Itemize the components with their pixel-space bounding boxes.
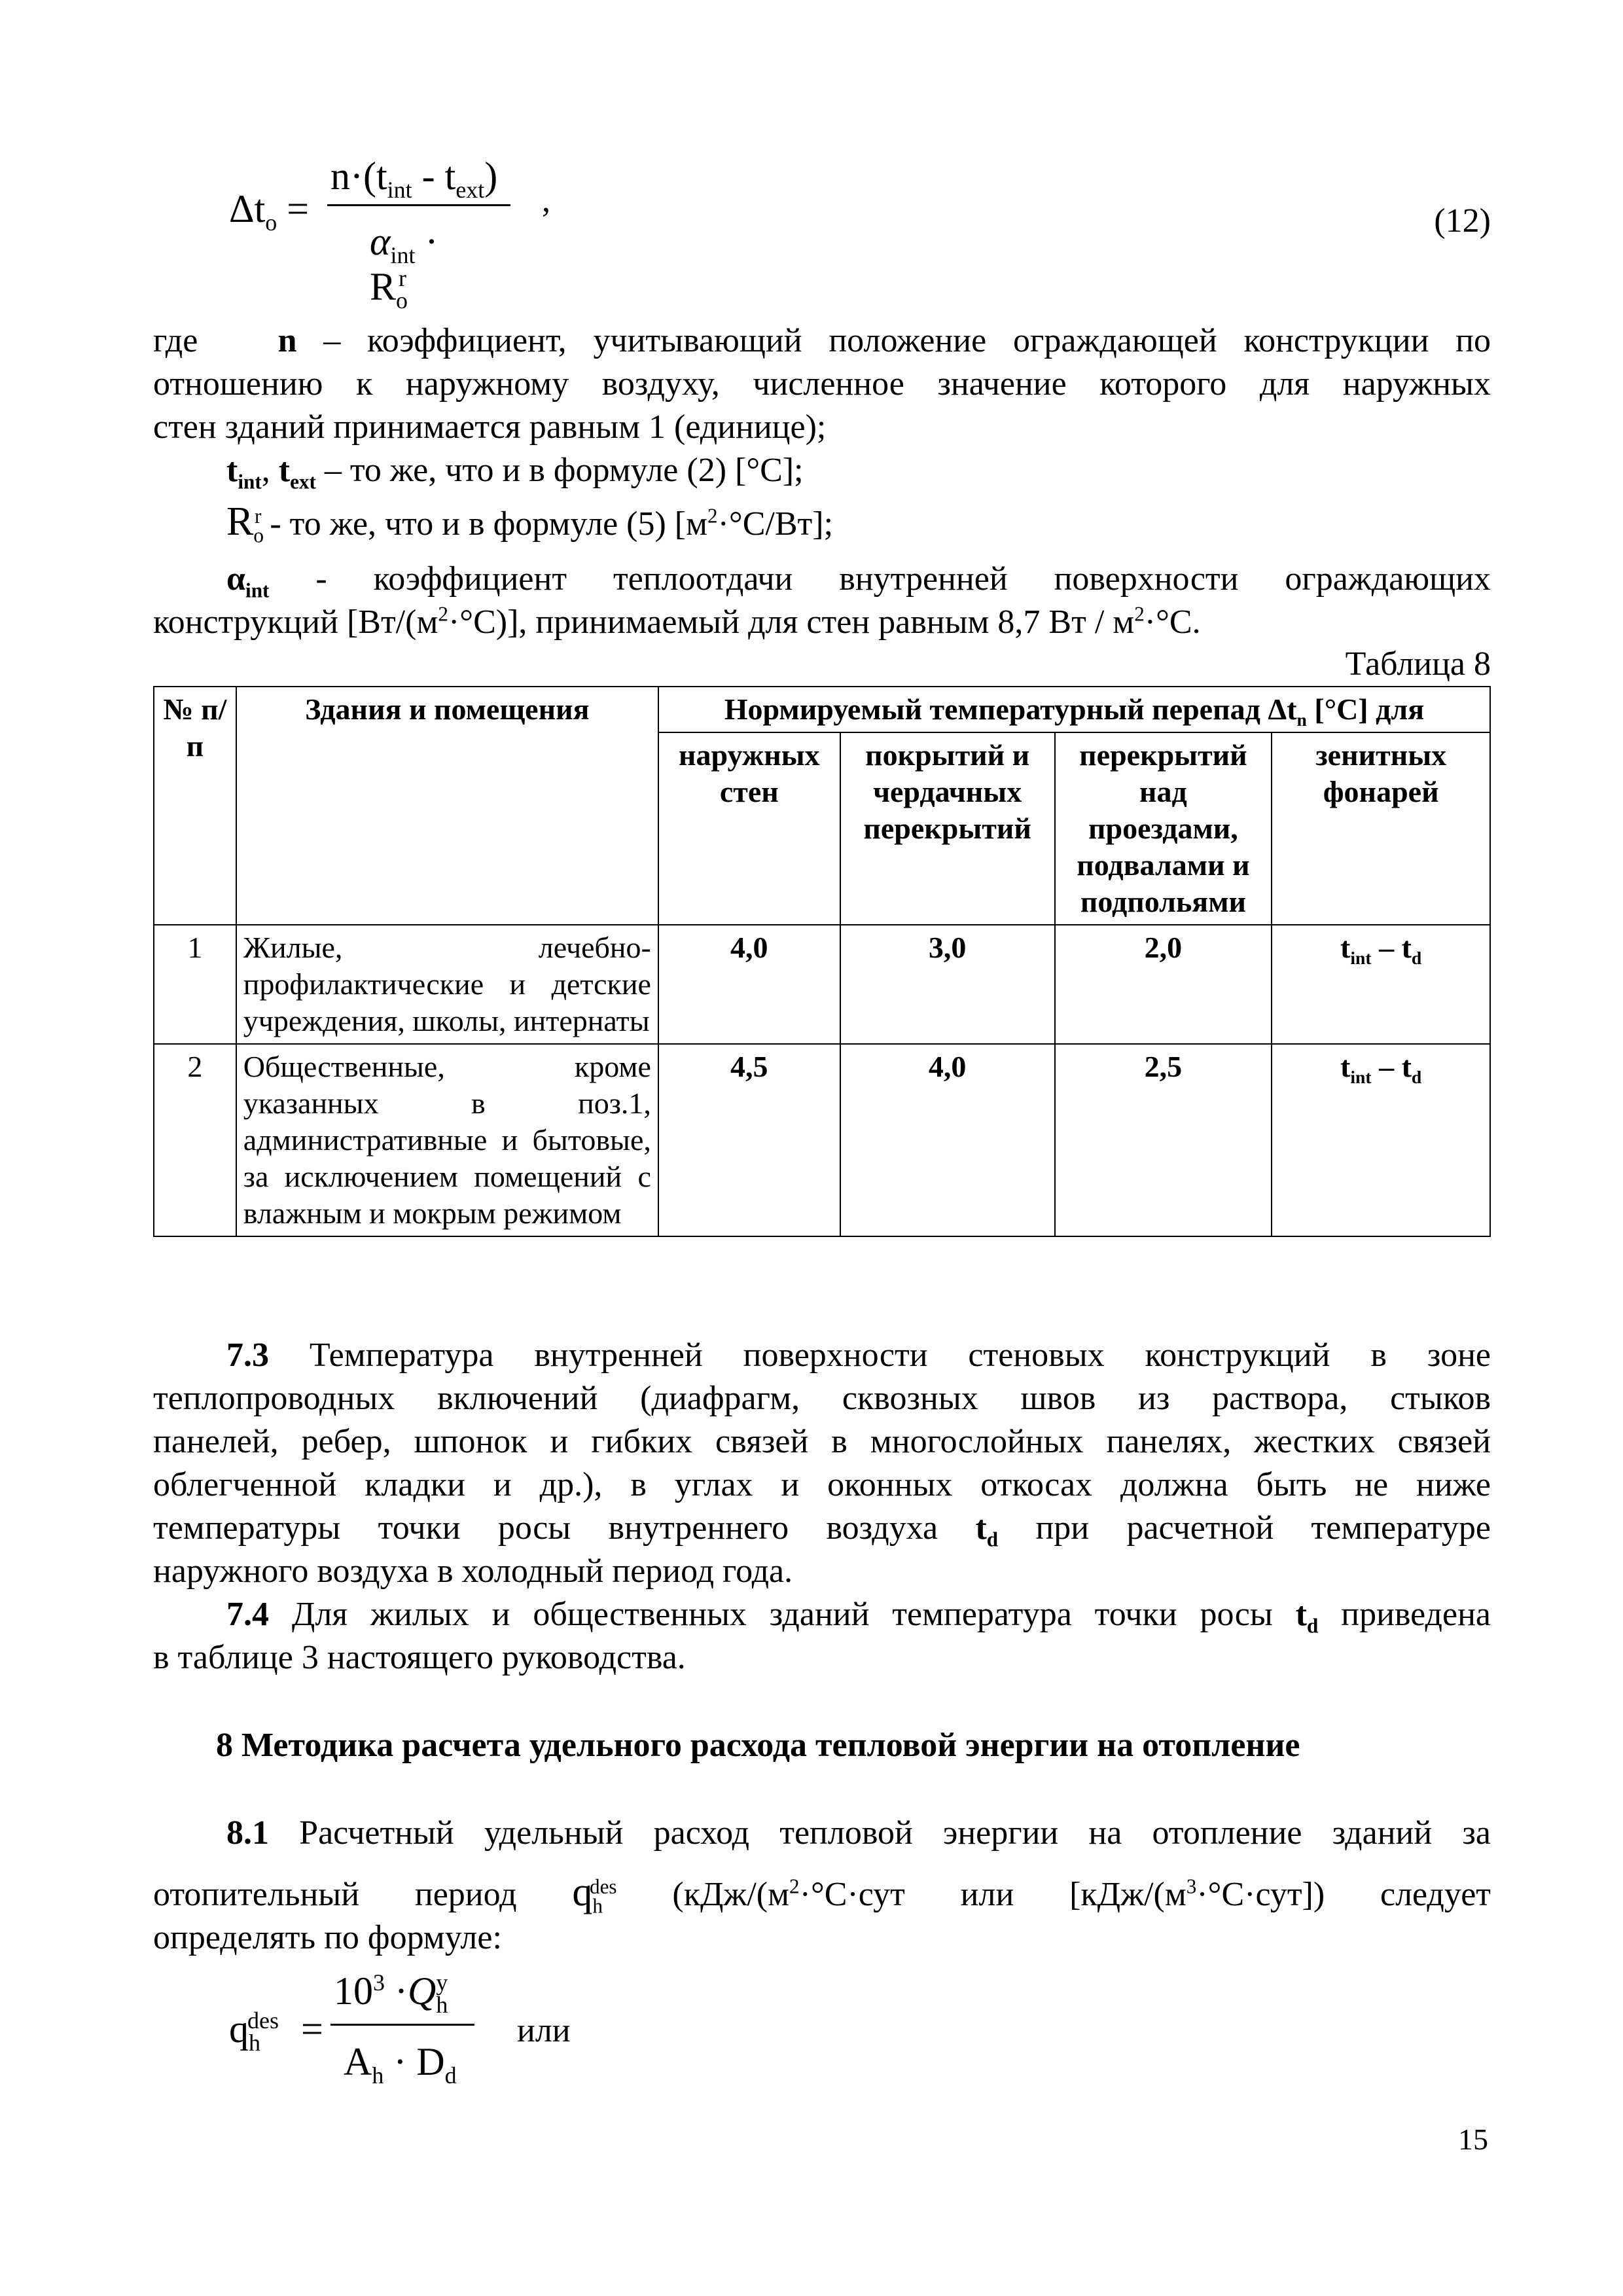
row-floors: 2,5 <box>1055 1044 1272 1236</box>
row-name: Общественные, кроме указанных в поз.1, административные и бытовые, за исключением помещений с влажным и мокрым режимом <box>236 1044 658 1236</box>
p74-line2: в таблице 3 настоящего руководства. <box>153 1639 686 1676</box>
header-roofs: покрытий и чердачных перекрытий <box>840 732 1055 925</box>
section-8-heading: 8 Методика расчета удельного расхода тепловой энергии на отопление <box>216 1727 1300 1764</box>
p73-line4: облегченной кладки и др.), в углах и оконных откосах должна быть не ниже <box>153 1466 1491 1503</box>
formula-12-denominator: $\alpha_{int} \cdot R_o^r$ <box>370 220 438 314</box>
formula-q-fraction-line <box>330 2024 474 2026</box>
p73-line6: наружного воздуха в холодный период года. <box>153 1552 793 1590</box>
header-group: Нормируемый температурный перепад $\Delta t_n$ [°С] для <box>658 687 1490 732</box>
def-n-line2: отношению к наружному воздуху, численное значение которого для наружных <box>153 365 1491 403</box>
formula-12-number: (12) <box>1434 202 1491 240</box>
row-walls: 4,5 <box>658 1044 840 1236</box>
table-8 <box>153 686 1491 1237</box>
p73-line5: температуры точки росы внутреннего воздуха $t_d$ при расчетной температуре <box>153 1509 1491 1551</box>
formula-12-lhs: $\Delta t_o$ = <box>229 187 310 236</box>
row-roofs: 3,0 <box>840 925 1055 1044</box>
row-name: Жилые, лечебно-профилактические и детские учреждения, школы, интернаты <box>236 925 658 1044</box>
formula-12-comma: , <box>542 182 550 219</box>
row-walls: 4,0 <box>658 925 840 1044</box>
formula-q-or: или <box>517 2012 571 2049</box>
table-row <box>154 925 1490 1044</box>
formula-12-numerator: $n\cdot(t_{int} - t_{ext})$ <box>330 154 498 203</box>
header-name: Здания и помещения <box>236 687 658 925</box>
formula-q-denominator: $A_h \cdot D_d$ <box>344 2040 457 2089</box>
row-num: 2 <box>154 1044 236 1236</box>
row-num: 1 <box>154 925 236 1044</box>
header-lights: зенитных фонарей <box>1272 732 1490 925</box>
header-walls: наружных стен <box>658 732 840 925</box>
row-roofs: 4,0 <box>840 1044 1055 1236</box>
p74-line1: 7.4 Для жилых и общественных зданий температура точки росы $t_d$ приведена <box>226 1596 1491 1638</box>
def-t: $t_{int}$, $t_{ext}$ – то же, что и в формуле (2) [°С]; <box>226 452 804 493</box>
def-r: $R_o^r$ - то же, что и в формуле (5) $[м^2\cdot^\circ С/Вт]$; <box>226 499 834 547</box>
row-lights: $t_{int} - t_d$ <box>1272 925 1490 1044</box>
header-num: № п/п <box>154 687 236 925</box>
p73-line2: теплопроводных включений (диафрагм, сквозных швов из раствора, стыков <box>153 1380 1491 1417</box>
p73-line3: панелей, ребер, шпонок и гибких связей в многослойных панелях, жестких связей <box>153 1423 1491 1460</box>
p81-line3: определять по формуле: <box>153 1919 502 1956</box>
table-caption: Таблица 8 <box>1345 645 1491 683</box>
def-n-line1: где n – коэффициент, учитывающий положение ограждающей конструкции по <box>153 322 1491 359</box>
row-lights: $t_{int} - t_d$ <box>1272 1044 1490 1236</box>
def-alpha-line1: $\alpha_{int}$ - коэффициент теплоотдачи внутренней поверхности ограждающих <box>226 560 1491 602</box>
p81-line1: 8.1 Расчетный удельный расход тепловой энергии на отопление зданий за <box>226 1814 1491 1852</box>
def-n-line3: стен зданий принимается равным 1 (единице); <box>153 408 827 446</box>
def-alpha-line2: конструкций $[Вт/(м^2\cdot^\circ С)]$, принимаемый для стен равным 8,7 Вт / $м^2\cdot^\circ С$. <box>153 602 1201 641</box>
p81-line2: отопительный период $q_h^{des}$ ($кДж/(м^2\cdot^\circ С\cdot сут$ или $[кДж/(м^3\cdot^\circ С\cdot сут])$ следует <box>153 1870 1491 1918</box>
formula-q-numerator: $10^3 \cdot Q_h^y$ <box>334 1969 448 2018</box>
formula-12-fraction-line <box>327 204 510 206</box>
formula-q-lhs: $q_h^{des}$ <box>229 2007 279 2056</box>
p73-line1: 7.3 Температура внутренней поверхности стеновых конструкций в зоне <box>226 1336 1491 1374</box>
row-floors: 2,0 <box>1055 925 1272 1044</box>
formula-q-equals: = <box>301 2007 323 2051</box>
formula-12 <box>229 154 596 314</box>
header-floors: перекрытий над проездами, подвалами и подпольями <box>1055 732 1272 925</box>
page-number: 15 <box>1458 2123 1488 2156</box>
table-row <box>154 1044 1490 1236</box>
